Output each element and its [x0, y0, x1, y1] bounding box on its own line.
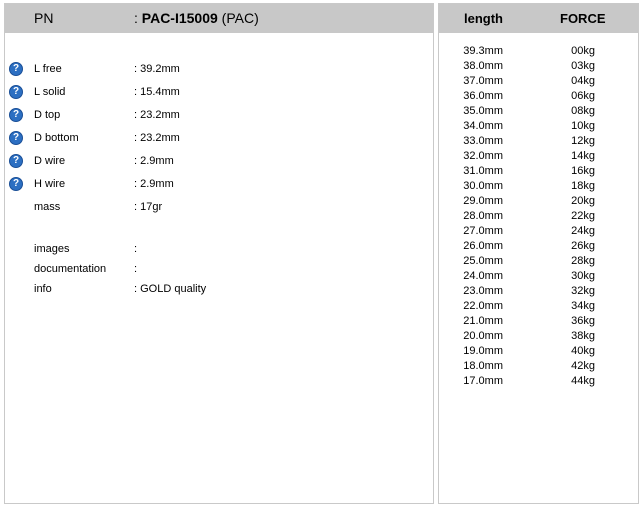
spec-label: H wire [34, 178, 66, 190]
length-cell: 24.0mm [463, 270, 503, 282]
length-column-header: length [464, 11, 503, 26]
spec-panel [4, 3, 434, 504]
extra-label: documentation [34, 263, 107, 275]
extra-label: info [34, 283, 52, 295]
spec-label: D top [34, 109, 61, 121]
help-icon[interactable]: ? [9, 177, 23, 191]
spec-label: L solid [34, 86, 66, 98]
table-row [439, 104, 638, 119]
extra-row [5, 260, 433, 280]
spec-row [5, 106, 433, 126]
force-cell: 30kg [571, 270, 595, 282]
length-cell: 28.0mm [463, 210, 503, 222]
table-row [439, 44, 638, 59]
force-cell: 10kg [571, 120, 595, 132]
help-icon[interactable]: ? [9, 108, 23, 122]
force-table [439, 44, 638, 389]
force-cell: 20kg [571, 195, 595, 207]
length-cell: 29.0mm [463, 195, 503, 207]
length-cell: 19.0mm [463, 345, 503, 357]
pn-value [134, 10, 259, 26]
spec-row [5, 60, 433, 80]
force-table-panel [438, 3, 639, 504]
force-cell: 24kg [571, 225, 595, 237]
force-cell: 18kg [571, 180, 595, 192]
spec-value: : 17gr [134, 201, 163, 213]
force-cell: 40kg [571, 345, 595, 357]
length-cell: 39.3mm [463, 45, 503, 57]
force-column-header: FORCE [560, 11, 606, 26]
spec-row [5, 152, 433, 172]
force-cell: 34kg [571, 300, 595, 312]
table-row [439, 224, 638, 239]
help-icon[interactable]: ? [9, 131, 23, 145]
help-icon[interactable]: ? [9, 154, 23, 168]
table-row [439, 254, 638, 269]
table-row [439, 329, 638, 344]
force-cell: 04kg [571, 75, 595, 87]
table-row [439, 149, 638, 164]
force-cell: 42kg [571, 360, 595, 372]
table-row [439, 59, 638, 74]
table-row [439, 374, 638, 389]
length-cell: 36.0mm [463, 90, 503, 102]
force-cell: 28kg [571, 255, 595, 267]
extra-value: : [134, 243, 138, 255]
table-row [439, 299, 638, 314]
spec-header [5, 4, 433, 33]
force-cell: 26kg [571, 240, 595, 252]
force-cell: 12kg [571, 135, 595, 147]
pn-suffix: (PAC) [217, 10, 259, 26]
table-row [439, 359, 638, 374]
force-cell: 32kg [571, 285, 595, 297]
length-cell: 30.0mm [463, 180, 503, 192]
length-cell: 37.0mm [463, 75, 503, 87]
force-cell: 22kg [571, 210, 595, 222]
length-cell: 22.0mm [463, 300, 503, 312]
length-cell: 20.0mm [463, 330, 503, 342]
length-cell: 18.0mm [463, 360, 503, 372]
table-row [439, 284, 638, 299]
spec-row [5, 83, 433, 103]
force-table-header [439, 4, 638, 33]
spec-row [5, 175, 433, 195]
length-cell: 35.0mm [463, 105, 503, 117]
table-row [439, 119, 638, 134]
force-cell: 36kg [571, 315, 595, 327]
length-cell: 32.0mm [463, 150, 503, 162]
length-cell: 31.0mm [463, 165, 503, 177]
length-cell: 27.0mm [463, 225, 503, 237]
extra-label: images [34, 243, 70, 255]
spec-value: : 15.4mm [134, 86, 180, 98]
spec-label: mass [34, 201, 61, 213]
help-icon[interactable]: ? [9, 85, 23, 99]
spec-value: : 23.2mm [134, 132, 180, 144]
extra-row [5, 240, 433, 260]
spec-value: : 2.9mm [134, 178, 174, 190]
spec-label: L free [34, 63, 62, 75]
force-cell: 03kg [571, 60, 595, 72]
extra-row [5, 280, 433, 300]
table-row [439, 74, 638, 89]
force-cell: 06kg [571, 90, 595, 102]
force-cell: 38kg [571, 330, 595, 342]
table-row [439, 164, 638, 179]
spec-value: : 39.2mm [134, 63, 180, 75]
spec-row [5, 129, 433, 149]
length-cell: 17.0mm [463, 375, 503, 387]
force-cell: 08kg [571, 105, 595, 117]
table-row [439, 314, 638, 329]
table-row [439, 134, 638, 149]
spec-row [5, 198, 433, 218]
spec-label: D bottom [34, 132, 79, 144]
pn-prefix: : [134, 10, 142, 26]
table-row [439, 89, 638, 104]
pn-number: PAC-I15009 [141, 10, 218, 26]
help-icon[interactable]: ? [9, 62, 23, 76]
extra-value: : GOLD quality [134, 283, 207, 295]
force-cell: 14kg [571, 150, 595, 162]
spec-value: : 23.2mm [134, 109, 180, 121]
force-cell: 00kg [571, 45, 595, 57]
length-cell: 26.0mm [463, 240, 503, 252]
length-cell: 21.0mm [463, 315, 503, 327]
spec-label: D wire [34, 155, 66, 167]
length-cell: 38.0mm [463, 60, 503, 72]
table-row [439, 194, 638, 209]
table-row [439, 269, 638, 284]
force-cell: 44kg [571, 375, 595, 387]
table-row [439, 209, 638, 224]
pn-label: PN [34, 10, 54, 26]
force-cell: 16kg [571, 165, 595, 177]
table-row [439, 179, 638, 194]
table-row [439, 344, 638, 359]
table-row [439, 239, 638, 254]
extra-value: : [134, 263, 138, 275]
length-cell: 34.0mm [463, 120, 503, 132]
length-cell: 25.0mm [463, 255, 503, 267]
length-cell: 23.0mm [463, 285, 503, 297]
length-cell: 33.0mm [463, 135, 503, 147]
spec-value: : 2.9mm [134, 155, 174, 167]
